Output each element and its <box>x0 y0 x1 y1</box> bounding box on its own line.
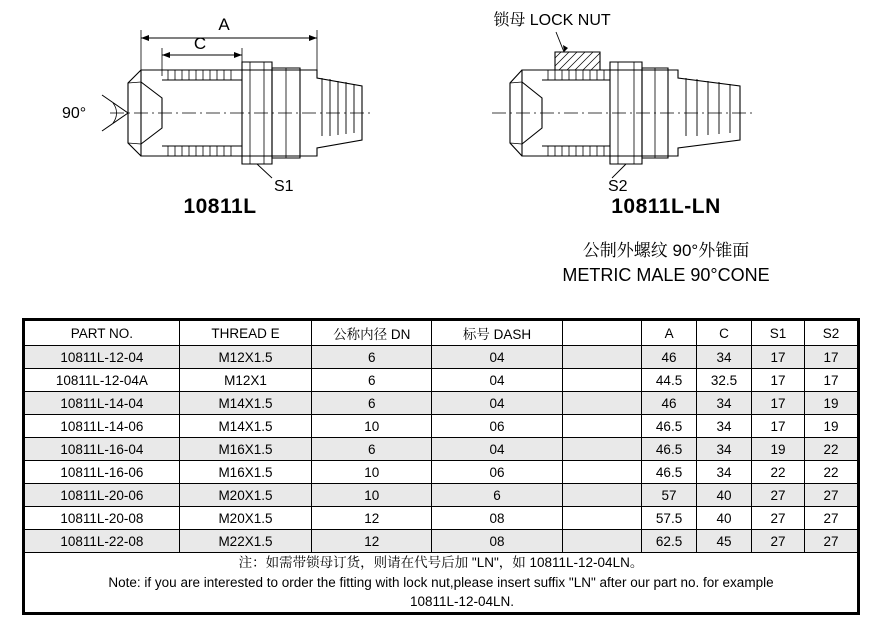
cell-part-no: 10811L-14-04 <box>25 392 180 415</box>
cell-dn: 10 <box>312 484 432 507</box>
cell-c: 45 <box>697 530 752 553</box>
cell-c: 40 <box>697 507 752 530</box>
cell-part-no: 10811L-16-06 <box>25 461 180 484</box>
cell-s1: 17 <box>752 392 805 415</box>
cell-part-no: 10811L-12-04A <box>25 369 180 392</box>
note-english-continued: 10811L-12-04LN. <box>409 594 515 610</box>
figure-fitting-lock-nut <box>460 0 872 218</box>
cell-blank <box>562 346 641 369</box>
table-note-row <box>25 553 858 613</box>
cell-dn: 6 <box>312 438 432 461</box>
cell-a: 57 <box>642 484 697 507</box>
subtitle-english: METRIC MALE 90°CONE <box>562 265 770 285</box>
angle-label-90: 90° <box>62 105 87 122</box>
cell-part-no: 10811L-20-06 <box>25 484 180 507</box>
col-header-a: A <box>642 321 697 346</box>
cell-blank <box>562 392 641 415</box>
dimension-label-s1: S1 <box>274 178 294 195</box>
cell-dash: 06 <box>432 415 562 438</box>
cell-s1: 17 <box>752 415 805 438</box>
cell-s1: 22 <box>752 461 805 484</box>
cell-s1: 27 <box>752 530 805 553</box>
cell-s2: 17 <box>805 369 858 392</box>
figure-caption-left: 10811L <box>183 195 257 218</box>
table-note <box>25 553 858 613</box>
spec-table-wrapper <box>22 318 860 615</box>
cell-dn: 12 <box>312 530 432 553</box>
figure-caption-right: 10811L-LN <box>611 195 721 218</box>
cell-dn: 6 <box>312 346 432 369</box>
cell-s2: 27 <box>805 484 858 507</box>
col-header-thread-e: THREAD E <box>179 321 311 346</box>
cell-s2: 19 <box>805 392 858 415</box>
fitting-lock-nut-drawing <box>460 0 872 195</box>
cell-thread: M16X1.5 <box>179 461 311 484</box>
table-row <box>25 438 858 461</box>
cell-thread: M20X1.5 <box>179 507 311 530</box>
cell-a: 44.5 <box>642 369 697 392</box>
cell-dn: 10 <box>312 415 432 438</box>
dimension-label-s2: S2 <box>608 178 628 195</box>
cell-dash: 04 <box>432 392 562 415</box>
col-header-dash: 标号 DASH <box>432 321 562 346</box>
cell-dn: 10 <box>312 461 432 484</box>
cell-thread: M12X1.5 <box>179 346 311 369</box>
cell-s1: 17 <box>752 369 805 392</box>
col-header-blank <box>562 321 641 346</box>
cell-dash: 08 <box>432 507 562 530</box>
cell-s2: 27 <box>805 530 858 553</box>
cell-blank <box>562 415 641 438</box>
cell-a: 46 <box>642 392 697 415</box>
col-header-s1: S1 <box>752 321 805 346</box>
cell-thread: M14X1.5 <box>179 415 311 438</box>
note-english: Note: if you are interested to order the fitting with lock nut,please insert suffix "LN" after our part no. for example <box>108 574 774 590</box>
cell-blank <box>562 438 641 461</box>
cell-dash: 04 <box>432 438 562 461</box>
cell-dash: 06 <box>432 461 562 484</box>
drawings-area <box>0 0 882 300</box>
table-row <box>25 530 858 553</box>
cell-blank <box>562 484 641 507</box>
table-row <box>25 484 858 507</box>
lock-nut-callout-label: 锁母 LOCK NUT <box>493 12 611 29</box>
table-row <box>25 507 858 530</box>
table-row <box>25 392 858 415</box>
cell-s2: 17 <box>805 346 858 369</box>
cell-dn: 12 <box>312 507 432 530</box>
cell-c: 34 <box>697 415 752 438</box>
cell-thread: M14X1.5 <box>179 392 311 415</box>
cell-s1: 27 <box>752 484 805 507</box>
cell-s1: 17 <box>752 346 805 369</box>
cell-thread: M22X1.5 <box>179 530 311 553</box>
cell-thread: M16X1.5 <box>179 438 311 461</box>
cell-c: 34 <box>697 438 752 461</box>
cell-dash: 04 <box>432 346 562 369</box>
col-header-c: C <box>697 321 752 346</box>
cell-blank <box>562 530 641 553</box>
note-chinese: 注：如需带锁母订货，则请在代号后加 "LN"，如 10811L-12-04LN。 <box>238 555 644 570</box>
cell-s2: 27 <box>805 507 858 530</box>
table-row <box>25 346 858 369</box>
col-header-s2: S2 <box>805 321 858 346</box>
cell-s2: 19 <box>805 415 858 438</box>
col-header-dn: 公称内径 DN <box>312 321 432 346</box>
cell-a: 46.5 <box>642 461 697 484</box>
cell-s1: 19 <box>752 438 805 461</box>
cell-c: 40 <box>697 484 752 507</box>
cell-thread: M20X1.5 <box>179 484 311 507</box>
col-header-part-no: PART NO. <box>25 321 180 346</box>
cell-s2: 22 <box>805 438 858 461</box>
cell-s1: 27 <box>752 507 805 530</box>
cell-dash: 04 <box>432 369 562 392</box>
table-header-row <box>25 321 858 346</box>
subtitle-chinese: 公制外螺纹 90°外锥面 <box>582 241 750 260</box>
dimension-label-c: C <box>193 34 207 53</box>
table-row <box>25 369 858 392</box>
figure-fitting-plain <box>10 0 430 218</box>
cell-a: 46.5 <box>642 415 697 438</box>
cell-a: 57.5 <box>642 507 697 530</box>
cell-a: 62.5 <box>642 530 697 553</box>
cell-dash: 08 <box>432 530 562 553</box>
table-row <box>25 415 858 438</box>
cell-part-no: 10811L-22-08 <box>25 530 180 553</box>
cell-blank <box>562 369 641 392</box>
cell-part-no: 10811L-12-04 <box>25 346 180 369</box>
cell-c: 32.5 <box>697 369 752 392</box>
cell-part-no: 10811L-14-06 <box>25 415 180 438</box>
cell-c: 34 <box>697 346 752 369</box>
cell-part-no: 10811L-16-04 <box>25 438 180 461</box>
table-row <box>25 461 858 484</box>
cell-thread: M12X1 <box>179 369 311 392</box>
cell-c: 34 <box>697 461 752 484</box>
cell-s2: 22 <box>805 461 858 484</box>
dimension-label-a: A <box>218 15 230 34</box>
cell-blank <box>562 507 641 530</box>
cell-a: 46 <box>642 346 697 369</box>
fitting-plain-drawing <box>10 0 430 195</box>
cell-part-no: 10811L-20-08 <box>25 507 180 530</box>
cell-dn: 6 <box>312 392 432 415</box>
cell-c: 34 <box>697 392 752 415</box>
spec-table <box>24 320 858 613</box>
cell-dash: 6 <box>432 484 562 507</box>
cell-dn: 6 <box>312 369 432 392</box>
cell-a: 46.5 <box>642 438 697 461</box>
cell-blank <box>562 461 641 484</box>
